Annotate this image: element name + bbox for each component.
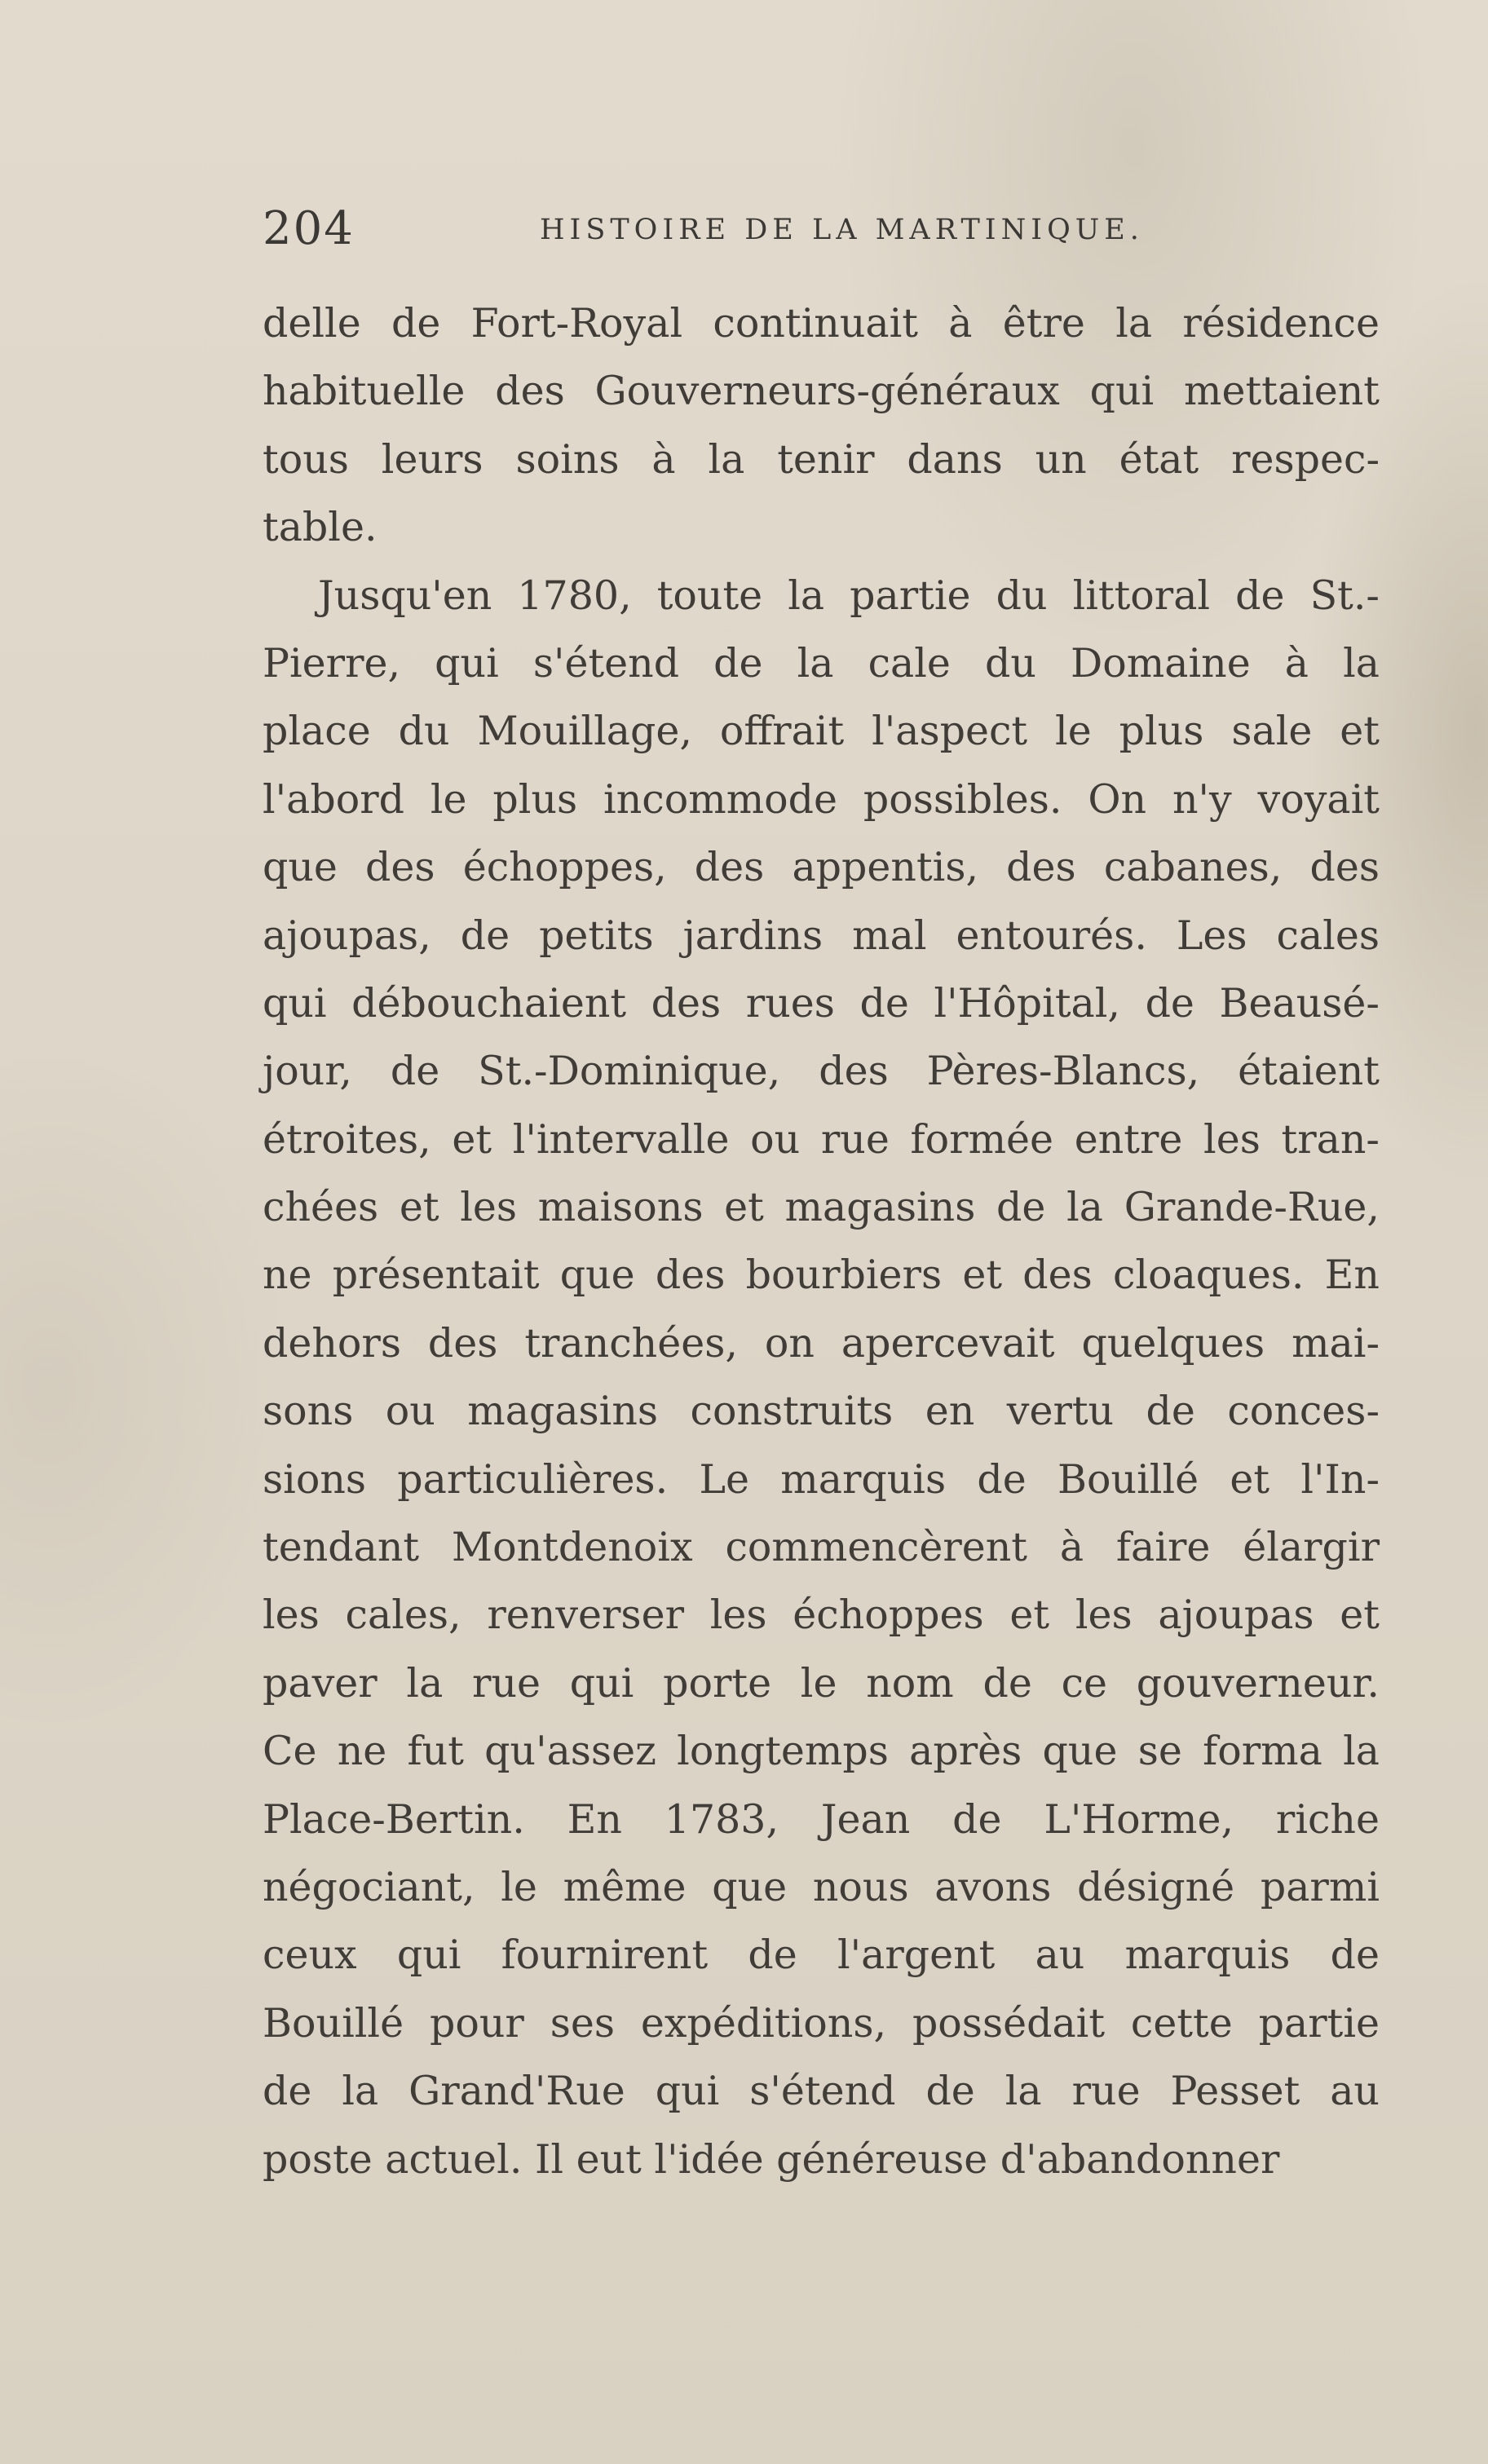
text-line: les cales, renverser les échoppes et les ajoupas et	[263, 1592, 1380, 1639]
page-number: 204	[263, 202, 355, 255]
text-line: habituelle des Gouverneurs-généraux qui mettaient	[263, 368, 1380, 415]
text-line: Bouillé pour ses expéditions, possédait cette partie	[263, 1999, 1380, 2047]
text-line: dehors des tranchées, on apercevait quelques mai-	[263, 1319, 1380, 1367]
text-line: l'abord le plus incommode possibles. On n'y voyait	[263, 775, 1380, 823]
text-line: place du Mouillage, offrait l'aspect le plus sale et	[263, 708, 1380, 755]
text-line: tendant Montdenoix commencèrent à faire élargir	[263, 1524, 1380, 1571]
text-line: étroites, et l'intervalle ou rue formée entre les tran-	[263, 1115, 1380, 1163]
page-header	[263, 202, 1144, 259]
text-line: négociant, le même que nous avons désigné parmi	[263, 1863, 1380, 1910]
text-line: sions particulières. Le marquis de Bouillé et l'In-	[263, 1455, 1380, 1503]
text-line: Jusqu'en 1780, toute la partie du littoral de St.-	[318, 572, 1380, 619]
text-line: jour, de St.-Dominique, des Pères-Blancs, étaient	[263, 1048, 1380, 1095]
text-line: sons ou magasins construits en vertu de conces-	[263, 1388, 1380, 1435]
text-line: ceux qui fournirent de l'argent au marquis de	[263, 1932, 1380, 1979]
text-line: Pierre, qui s'étend de la cale du Domaine à la	[263, 639, 1380, 687]
text-line: paver la rue qui porte le nom de ce gouverneur.	[263, 1659, 1380, 1707]
running-title: HISTOIRE DE LA MARTINIQUE.	[540, 214, 1144, 246]
text-line: que des échoppes, des appentis, des cabanes, des	[263, 844, 1380, 891]
text-line: table.	[263, 504, 378, 551]
text-line: de la Grand'Rue qui s'étend de la rue Pesset au	[263, 2068, 1380, 2115]
body-text	[263, 289, 1380, 2193]
text-line: Place-Bertin. En 1783, Jean de L'Horme, riche	[263, 1795, 1380, 1843]
text-line: delle de Fort-Royal continuait à être la résidence	[263, 300, 1380, 347]
text-line: Ce ne fut qu'assez longtemps après que se forma la	[263, 1728, 1380, 1775]
text-line: ajoupas, de petits jardins mal entourés. Les cales	[263, 912, 1380, 959]
text-line: chées et les maisons et magasins de la Grande-Rue,	[263, 1184, 1380, 1231]
text-line: ne présentait que des bourbiers et des cloaques. En	[263, 1252, 1380, 1299]
text-line: tous leurs soins à la tenir dans un état respec-	[263, 435, 1380, 483]
text-line: qui débouchaient des rues de l'Hôpital, de Beausé-	[263, 979, 1380, 1027]
text-line: poste actuel. Il eut l'idée généreuse d'abandonner	[263, 2135, 1280, 2183]
